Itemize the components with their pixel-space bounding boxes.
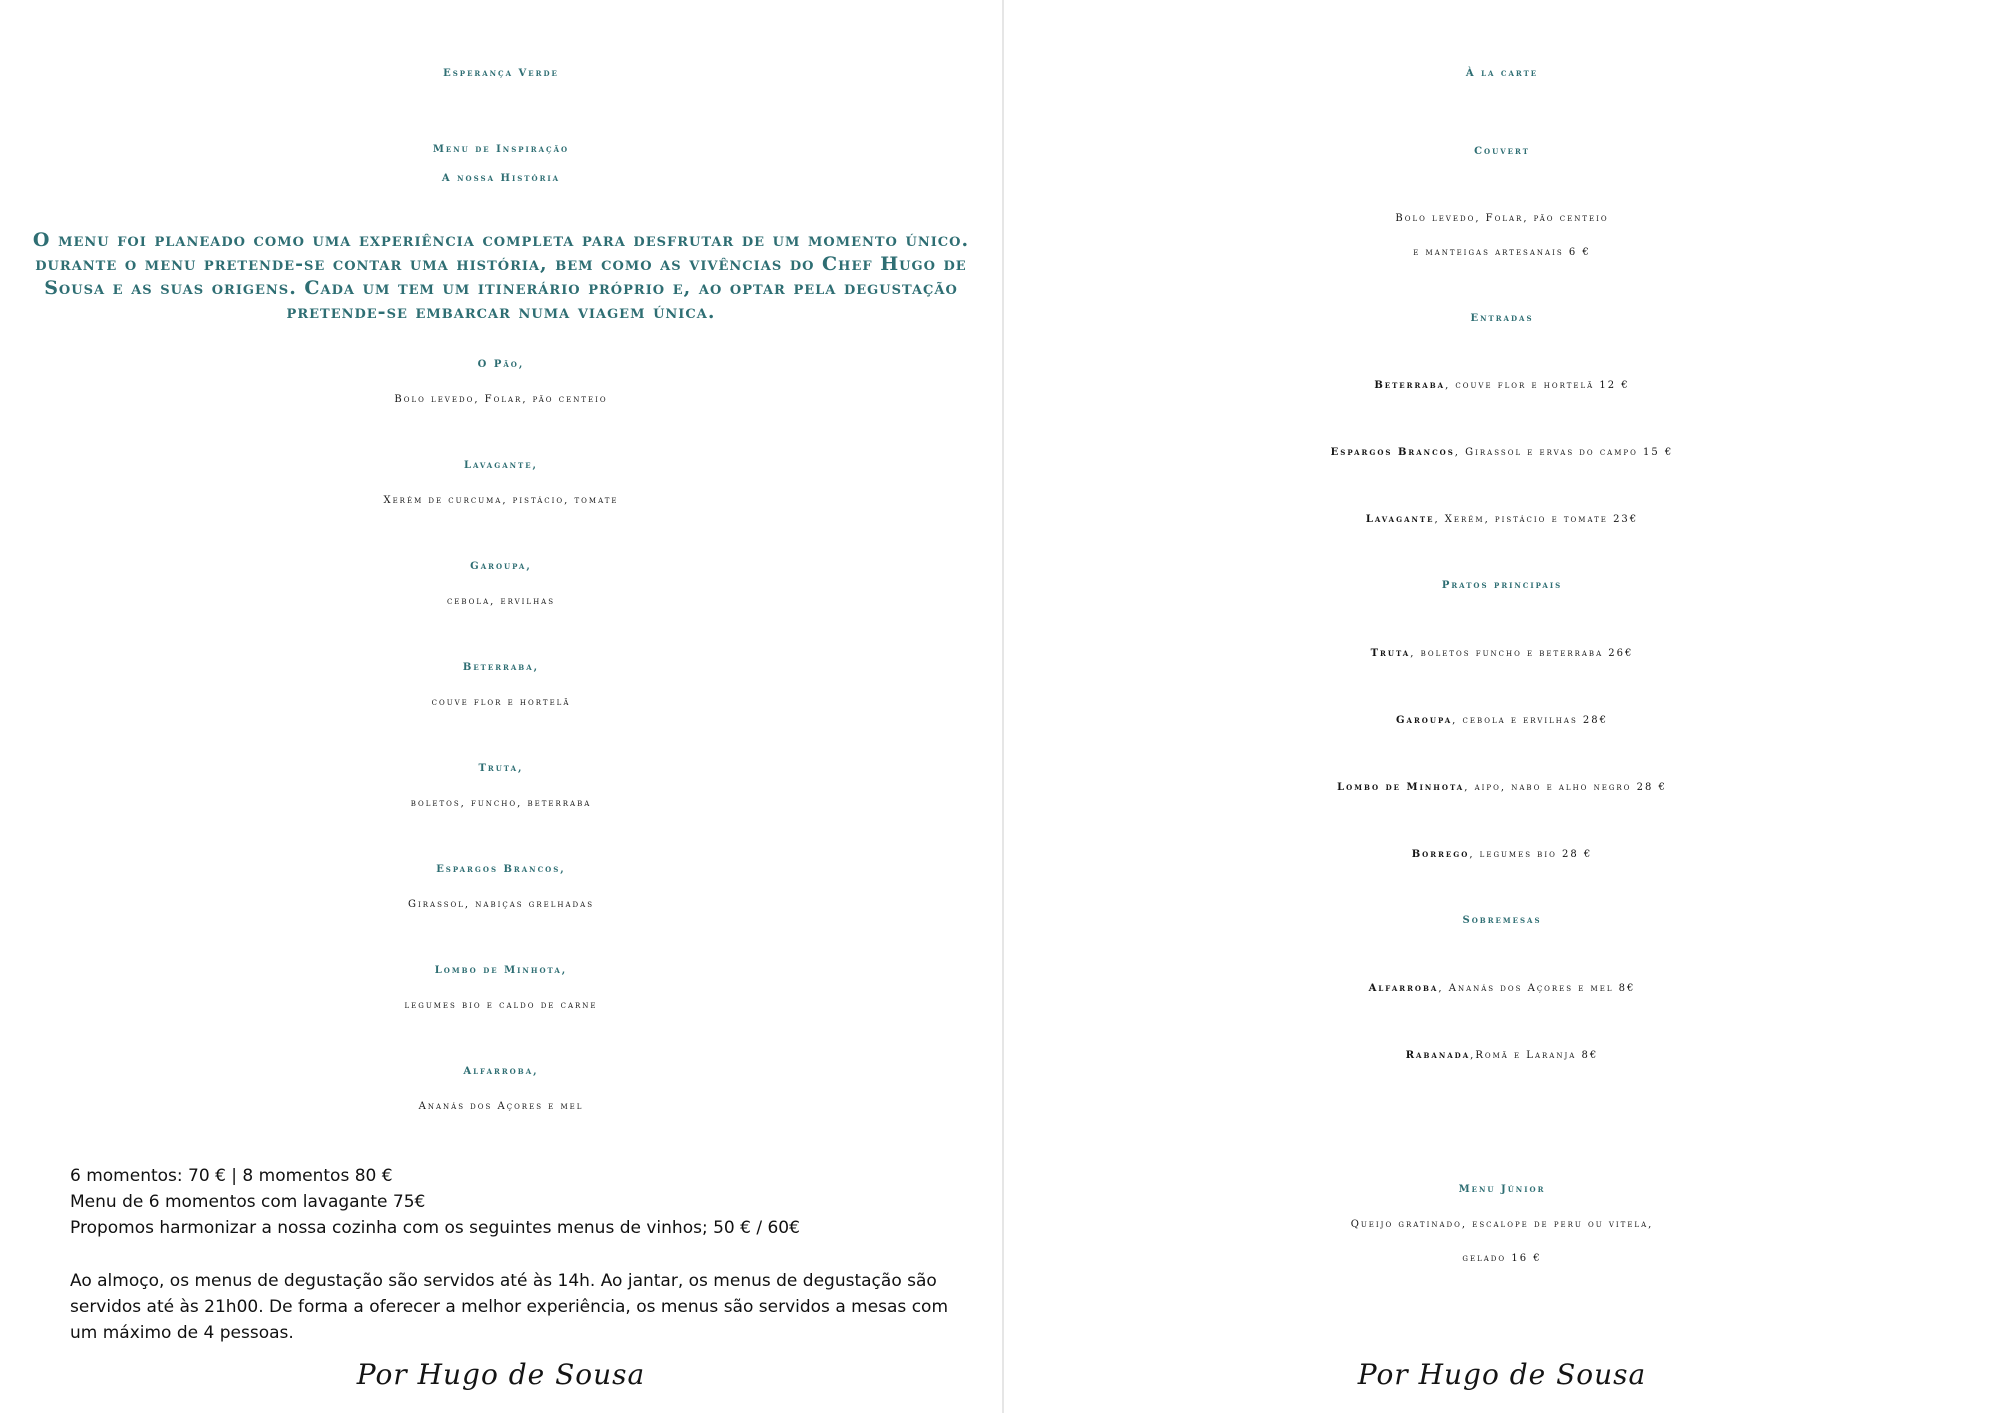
menu-intro: O menu foi planeado como uma experiência completa para desfrutar de um momento único. durante o menu pretende-se contar uma história, bem como as vivências do Chef Hugo de Sousa e as suas origens. Cada um tem um itinerário próprio e, ao optar pela degustação pretende-se embarcar numa viagem única. (32, 229, 970, 323)
moment-name: Garoupa, (470, 561, 532, 572)
moment-name: Alfarroba, (463, 1066, 539, 1077)
menu-item (1004, 983, 2000, 994)
moment-desc: Bolo levedo, Folar, pão centeio (394, 394, 608, 405)
couvert-line: Bolo levedo, Folar, pão centeio (1395, 213, 1609, 224)
dish-details: , boletos funcho e beterraba 26€ (1410, 648, 1634, 659)
dish-details: , Ananás dos Açores e mel 8€ (1438, 983, 1636, 994)
moment-desc: couve flor e hortelã (431, 697, 571, 708)
dish-details: , Girassol e ervas do campo 15 € (1454, 447, 1674, 458)
moment-name: Beterraba, (462, 662, 540, 673)
menu-item (1004, 715, 2000, 726)
moment-desc: Xerém de curcuma, pistácio, tomate (383, 495, 619, 506)
menu-item (1004, 447, 2000, 458)
menu-item (1004, 849, 2000, 860)
dish-details: , couve flor e hortelã 12 € (1445, 380, 1630, 391)
section-heading-pratos: Pratos principais (1441, 580, 1563, 591)
dish-name: Truta (1370, 648, 1411, 659)
moment-name: Lombo de Minhota, (434, 965, 568, 976)
dish-name: Espargos Brancos (1330, 447, 1455, 458)
menu-item (1004, 380, 2000, 391)
wine-pairing-line: Propomos harmonizar a nossa cozinha com os seguintes menus de vinhos; 50 € / 60€ (70, 1218, 800, 1238)
restaurant-title: Esperança Verde (443, 68, 559, 79)
moment-name: Truta, (478, 763, 524, 774)
dish-name: Alfarroba (1368, 983, 1439, 994)
menu-subtitle-story: A nossa História (441, 173, 561, 184)
dish-name: Lombo de Minhota (1337, 782, 1465, 793)
moment-desc: cebola, ervilhas (446, 596, 556, 607)
dish-name: Borrego (1411, 849, 1470, 860)
service-line: um máximo de 4 pessoas. (70, 1323, 294, 1343)
section-heading-entradas: Entradas (1470, 313, 1534, 324)
dish-details: , aipo, nabo e alho negro 28 € (1464, 782, 1667, 793)
dish-name: Rabanada (1405, 1050, 1471, 1061)
pricing-line: 6 momentos: 70 € | 8 momentos 80 € (70, 1166, 393, 1186)
section-heading-junior: Menu Júnior (1458, 1184, 1546, 1195)
dish-details: , Xerém, pistácio e tomate 23€ (1434, 514, 1639, 525)
moment-desc: boletos, funcho, beterraba (410, 798, 592, 809)
chef-signature: Por Hugo de Sousa (356, 1358, 646, 1391)
dish-name: Garoupa (1395, 715, 1453, 726)
moment-name: O Pão, (477, 359, 525, 370)
service-line: servidos até às 21h00. De forma a oferecer a melhor experiência, os menus são servidos a mesas com (70, 1297, 948, 1317)
dish-details: ,Romã e Laranja 8€ (1470, 1050, 1599, 1061)
a-la-carte-title: À la carte (1465, 68, 1539, 79)
moment-desc: Girassol, nabiças grelhadas (407, 899, 594, 910)
moment-name: Espargos Brancos, (436, 864, 566, 875)
service-line: Ao almoço, os menus de degustação são servidos até às 14h. Ao jantar, os menus de degustação são (70, 1271, 937, 1291)
dish-name: Lavagante (1365, 514, 1435, 525)
dish-name: Beterraba (1374, 380, 1446, 391)
menu-item (1004, 1050, 2000, 1061)
chef-signature: Por Hugo de Sousa (1357, 1358, 1647, 1391)
menu-subtitle: Menu de Inspiração (432, 144, 570, 155)
moment-name: Lavagante, (463, 460, 539, 471)
menu-item (1004, 514, 2000, 525)
menu-item (1004, 648, 2000, 659)
junior-menu-line-price: gelado 16 € (1462, 1253, 1542, 1264)
pricing-line: Menu de 6 momentos com lavagante 75€ (70, 1192, 426, 1212)
moment-desc: legumes bio e caldo de carne (404, 1000, 598, 1011)
dish-details: , legumes bio 28 € (1469, 849, 1593, 860)
menu-item (1004, 782, 2000, 793)
section-heading-couvert: Couvert (1474, 146, 1530, 157)
dish-details: , cebola e ervilhas 28€ (1452, 715, 1608, 726)
service-notes (70, 1268, 990, 1346)
right-page (1004, 0, 2000, 1413)
section-heading-sobremesas: Sobremesas (1462, 915, 1542, 926)
moment-desc: Ananás dos Açores e mel (418, 1101, 584, 1112)
couvert-line-price: e manteigas artesanais 6 € (1413, 247, 1591, 258)
junior-menu-line: Queijo gratinado, escalope de peru ou vitela, (1350, 1219, 1654, 1230)
pricing-notes (70, 1163, 990, 1241)
